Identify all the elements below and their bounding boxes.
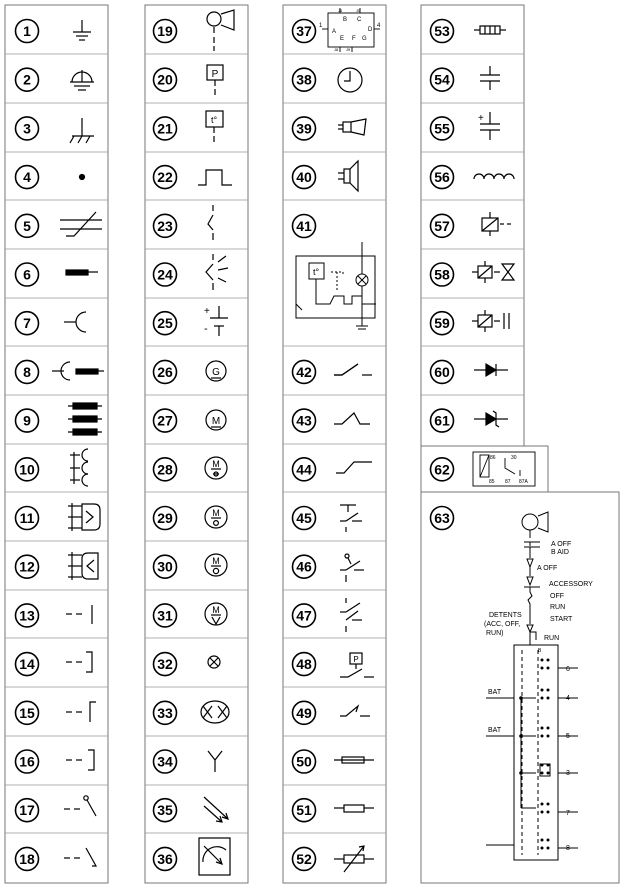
badge-22 — [154, 166, 177, 189]
horn-icon — [338, 119, 366, 135]
motor-icon — [206, 410, 226, 430]
raised-contact-icon — [334, 413, 370, 424]
badge-46 — [293, 555, 316, 578]
badge-10 — [16, 458, 39, 481]
badge-29 — [154, 507, 177, 530]
battery-icon — [204, 306, 228, 336]
badge-number: 39 — [296, 120, 312, 137]
badge-number: 28 — [157, 461, 173, 478]
solenoid-valve-icon — [472, 261, 514, 283]
badge-number: 58 — [434, 266, 450, 283]
badge-33 — [154, 701, 177, 724]
badge-number: 38 — [296, 71, 312, 88]
badge-number: 63 — [434, 510, 450, 526]
badge-number: 9 — [23, 412, 31, 429]
svg-text:A OFF: A OFF — [551, 541, 572, 548]
svg-text:(ACC, OFF,: (ACC, OFF, — [484, 621, 521, 628]
badge-number: 52 — [296, 850, 312, 867]
badge-number: 23 — [157, 217, 173, 234]
svg-text:3: 3 — [566, 770, 570, 777]
frame-ground-icon — [70, 118, 94, 143]
badge-11 — [16, 507, 39, 530]
badge-number: 57 — [434, 217, 450, 234]
svg-text:BAT: BAT — [488, 727, 502, 734]
badge-5 — [16, 214, 39, 237]
multi-contact-icon — [340, 598, 362, 632]
badge-number: 41 — [296, 218, 312, 234]
badge-27 — [154, 409, 177, 432]
badge-59 — [431, 312, 454, 335]
badge-38 — [293, 68, 316, 91]
badge-number: 7 — [23, 315, 31, 332]
svg-text:P: P — [211, 69, 219, 80]
ignition-labels — [484, 541, 593, 852]
svg-text:M: M — [212, 508, 220, 518]
lever-switch-icon — [64, 848, 96, 866]
thermal-contact-icon — [340, 706, 370, 716]
badge-20 — [154, 68, 177, 91]
badge-48 — [293, 653, 316, 676]
badge-13 — [16, 604, 39, 627]
relay-icon — [473, 452, 535, 486]
badge-number: 21 — [157, 120, 173, 137]
badge-40 — [293, 166, 316, 189]
badge-number: 18 — [19, 850, 35, 867]
svg-text:J6: J6 — [338, 8, 343, 13]
badge-9 — [16, 409, 39, 432]
badge-number: 62 — [434, 461, 450, 478]
solenoid-clutch-icon — [472, 310, 509, 332]
svg-text:-: - — [204, 323, 208, 335]
badge-16 — [16, 750, 39, 773]
capacitor-icon — [480, 66, 500, 90]
motor-variant-icon — [205, 457, 227, 479]
badge-number: 31 — [157, 607, 173, 624]
badge-41 — [293, 215, 316, 238]
svg-text:85: 85 — [489, 479, 495, 485]
number-badges — [16, 20, 454, 871]
svg-text:6: 6 — [566, 666, 570, 673]
svg-text:J8: J8 — [334, 47, 339, 52]
svg-text:RUN: RUN — [550, 604, 566, 611]
badge-58 — [431, 263, 454, 286]
push-switch-icon — [198, 170, 232, 185]
relay-box-icon — [319, 8, 381, 52]
svg-text:M: M — [212, 556, 220, 566]
badge-number: 46 — [296, 558, 312, 575]
badge-number: 37 — [296, 23, 312, 39]
fuse-icon — [334, 757, 374, 763]
svg-text:BAT: BAT — [488, 689, 502, 696]
badge-number: 4 — [23, 169, 31, 186]
badge-number: 1 — [23, 23, 31, 39]
svg-text:M: M — [212, 605, 220, 615]
badge-number: 19 — [157, 23, 173, 39]
badge-number: 27 — [157, 412, 173, 429]
pressure-contact-icon — [340, 653, 374, 677]
svg-text:RUN): RUN) — [486, 630, 504, 637]
light-sensitive-switch-icon — [206, 254, 228, 290]
adjustable-resistor-icon — [334, 846, 374, 872]
badge-62 — [431, 458, 454, 481]
badge-49 — [293, 701, 316, 724]
badge-number: 55 — [434, 120, 450, 137]
badge-4 — [16, 166, 39, 189]
badge-number: 34 — [157, 753, 173, 770]
badge-37 — [293, 20, 316, 43]
badge-number: 13 — [19, 607, 35, 624]
badge-number: 43 — [296, 412, 312, 429]
badge-number: 8 — [23, 363, 31, 380]
badge-53 — [431, 20, 454, 43]
badge-8 — [16, 360, 39, 383]
badge-54 — [431, 68, 454, 91]
svg-text:D: D — [368, 27, 373, 33]
svg-text:B: B — [538, 648, 542, 654]
badge-number: 16 — [19, 753, 35, 770]
antenna-icon — [208, 751, 222, 772]
badge-24 — [154, 263, 177, 286]
svg-text:OFF: OFF — [550, 593, 564, 600]
badge-number: 59 — [434, 315, 450, 332]
svg-text:B: B — [343, 17, 348, 23]
badge-number: 42 — [296, 363, 312, 380]
badge-number: 40 — [296, 169, 312, 186]
svg-text:30: 30 — [511, 455, 517, 461]
svg-text:G: G — [362, 36, 367, 42]
normally-open-contact-icon — [334, 364, 358, 375]
badge-number: 32 — [157, 656, 173, 673]
ignition-switch-icon — [486, 512, 578, 860]
svg-text:M: M — [211, 416, 221, 427]
badge-number: 60 — [434, 363, 450, 380]
badge-number: 51 — [296, 802, 312, 819]
switch-contact-open-bracket-icon — [66, 702, 96, 722]
flasher-unit-icon — [296, 242, 376, 329]
badge-number: 29 — [157, 510, 173, 526]
switch-contact-bracket-icon — [66, 652, 92, 672]
svg-text:+: + — [478, 113, 484, 124]
badge-42 — [293, 360, 316, 383]
badge-52 — [293, 847, 316, 870]
svg-text:t°: t° — [312, 267, 320, 277]
badge-number: 56 — [434, 169, 450, 186]
key-switch-icon — [207, 10, 234, 51]
badge-19 — [154, 20, 177, 43]
connector-pair-icon — [52, 362, 104, 380]
badge-17 — [16, 799, 39, 822]
connector-male-icon — [66, 270, 98, 275]
badge-number: 36 — [157, 850, 173, 867]
badge-30 — [154, 555, 177, 578]
svg-text:86: 86 — [490, 455, 496, 461]
svg-text:J9: J9 — [346, 47, 351, 52]
badge-number: 26 — [157, 363, 173, 380]
badge-21 — [154, 117, 177, 140]
svg-text:7: 7 — [566, 810, 570, 817]
multi-connector-icon — [68, 403, 102, 435]
badge-number: 54 — [434, 71, 450, 88]
badge-number: 25 — [157, 315, 173, 332]
switch-contact-line-icon — [66, 605, 92, 624]
badge-28 — [154, 458, 177, 481]
badge-7 — [16, 312, 39, 335]
badge-31 — [154, 604, 177, 627]
badge-18 — [16, 847, 39, 870]
svg-text:P: P — [353, 655, 359, 664]
badge-14 — [16, 653, 39, 676]
svg-text:87: 87 — [505, 479, 511, 485]
svg-text:C: C — [357, 17, 362, 23]
multi-female-connector-icon — [70, 449, 88, 486]
generator-icon — [206, 361, 226, 381]
ground-icon — [73, 20, 91, 40]
svg-text:F: F — [352, 36, 356, 42]
connector-block-male-icon — [68, 503, 100, 531]
svg-text:G: G — [212, 367, 220, 378]
badge-45 — [293, 507, 316, 530]
symbols — [52, 8, 578, 875]
badge-60 — [431, 360, 454, 383]
badge-56 — [431, 166, 454, 189]
svg-text:t°: t° — [210, 115, 218, 125]
badge-44 — [293, 458, 316, 481]
speaker-icon — [338, 161, 358, 191]
svg-text:A OFF: A OFF — [537, 565, 558, 572]
zener-diode-icon — [474, 411, 508, 427]
badge-43 — [293, 409, 316, 432]
motor-vacuum-icon — [205, 603, 227, 625]
badge-number: 2 — [23, 71, 31, 88]
pivot-contact-icon — [340, 554, 364, 582]
svg-text:4: 4 — [566, 695, 570, 702]
pivot-switch-icon — [64, 796, 96, 816]
double-lamp-icon — [201, 701, 229, 723]
svg-text:+: + — [204, 306, 210, 317]
badge-number: 50 — [296, 753, 312, 770]
badge-number: 49 — [296, 704, 312, 721]
badge-39 — [293, 117, 316, 140]
badge-number: 12 — [19, 558, 35, 575]
badge-number: 35 — [157, 802, 173, 819]
motor-gauge-icon — [205, 506, 227, 528]
badge-32 — [154, 653, 177, 676]
motor-counter-icon — [205, 554, 227, 576]
connection-dot-icon — [80, 175, 85, 180]
badge-number: 20 — [157, 71, 173, 88]
resistor-icon — [334, 805, 374, 812]
solenoid-icon — [482, 212, 511, 236]
badge-number: 22 — [157, 169, 173, 186]
badge-number: 48 — [296, 656, 312, 673]
svg-text:RUN: RUN — [544, 635, 560, 642]
badge-number: 44 — [296, 461, 312, 478]
badge-55 — [431, 117, 454, 140]
badge-25 — [154, 312, 177, 335]
badge-6 — [16, 263, 39, 286]
badge-number: 47 — [296, 607, 312, 624]
svg-text:A: A — [332, 29, 337, 35]
badge-26 — [154, 360, 177, 383]
temperature-switch-icon — [206, 111, 223, 142]
coil-icon — [474, 174, 514, 179]
svg-text:E: E — [340, 36, 345, 42]
badge-23 — [154, 214, 177, 237]
svg-text:5: 5 — [566, 733, 570, 740]
pressure-switch-icon — [207, 65, 223, 95]
manual-switch-icon — [208, 205, 213, 240]
badge-35 — [154, 799, 177, 822]
svg-text:ACCESSORY: ACCESSORY — [549, 581, 593, 588]
badge-number: 11 — [19, 510, 35, 526]
badge-1 — [16, 20, 39, 43]
connector-block-female-icon — [68, 552, 98, 580]
badge-number: 61 — [434, 412, 450, 429]
svg-text:J5: J5 — [356, 8, 361, 13]
push-contact-icon — [340, 505, 362, 532]
badge-number: 15 — [19, 704, 35, 721]
badge-number: 14 — [19, 656, 35, 673]
lamp-icon — [208, 656, 220, 668]
badge-34 — [154, 750, 177, 773]
svg-text:4: 4 — [377, 23, 381, 29]
normally-open-contact-icon — [334, 364, 372, 375]
badge-number: 6 — [23, 266, 31, 283]
badge-57 — [431, 214, 454, 237]
badge-number: 33 — [157, 704, 173, 721]
heating-element-icon — [474, 26, 506, 34]
closed-contact-icon — [336, 462, 372, 473]
badge-63 — [431, 507, 454, 530]
badge-number: 3 — [23, 120, 31, 137]
badge-number: 24 — [157, 266, 173, 283]
svg-text:DETENTS: DETENTS — [489, 612, 522, 619]
badge-15 — [16, 701, 39, 724]
badge-2 — [16, 68, 39, 91]
chassis-ground-icon — [70, 70, 94, 90]
badge-number: 30 — [157, 558, 173, 575]
badge-number: 5 — [23, 217, 31, 234]
svg-text:8: 8 — [566, 845, 570, 852]
badge-50 — [293, 750, 316, 773]
badge-36 — [154, 847, 177, 870]
diode-icon — [474, 364, 508, 376]
connector-female-icon — [64, 312, 86, 332]
gauge-icon — [199, 838, 230, 875]
svg-text:B AID: B AID — [551, 549, 569, 556]
badge-number: 17 — [19, 802, 35, 819]
badge-number: 10 — [19, 461, 35, 478]
svg-text:87A: 87A — [519, 479, 528, 485]
badge-3 — [16, 117, 39, 140]
polarized-capacitor-icon — [478, 112, 500, 140]
diode-arrow-icon — [204, 797, 228, 822]
badge-51 — [293, 799, 316, 822]
badge-61 — [431, 409, 454, 432]
svg-text:M: M — [212, 459, 220, 469]
variable-resistor-icon — [60, 212, 102, 236]
svg-text:START: START — [550, 616, 573, 623]
badge-number: 53 — [434, 23, 450, 39]
switch-contact-hook-icon — [66, 750, 94, 770]
clock-icon — [338, 68, 362, 92]
svg-text:1: 1 — [319, 23, 323, 29]
badge-12 — [16, 555, 39, 578]
badge-47 — [293, 604, 316, 627]
badge-number: 45 — [296, 510, 312, 526]
